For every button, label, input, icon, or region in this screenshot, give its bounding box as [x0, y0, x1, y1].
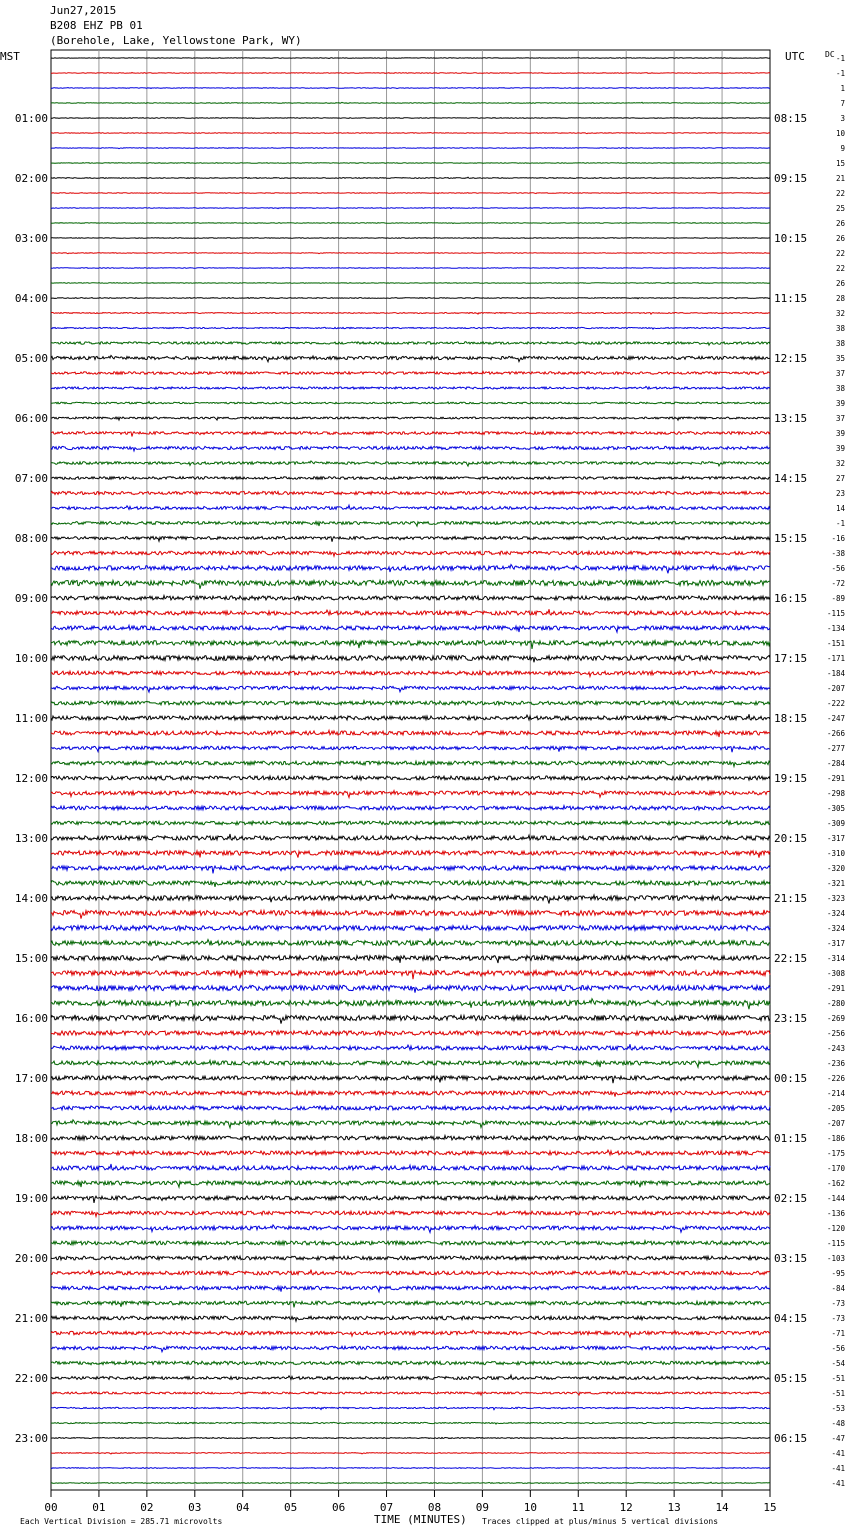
dc-offset-15: 26: [835, 279, 845, 288]
dc-offset-14: 22: [835, 264, 845, 273]
x-tick-label-4: 04: [236, 1501, 250, 1514]
right-time-label-19: 03:15: [774, 1252, 808, 1265]
trace-6: [51, 148, 770, 149]
trace-16: [51, 298, 770, 299]
right-time-label-11: 19:15: [774, 772, 808, 785]
dc-offset-25: 39: [835, 429, 845, 438]
dc-offset-59: -317: [826, 939, 845, 948]
dc-offset-82: -84: [831, 1284, 845, 1293]
dc-offset-18: 38: [835, 324, 845, 333]
trace-53: [51, 851, 770, 858]
left-time-label-2: 03:00: [14, 232, 48, 245]
dc-offset-63: -280: [826, 999, 845, 1008]
dc-offset-93: -41: [831, 1449, 845, 1458]
dc-offset-65: -256: [826, 1029, 845, 1038]
trace-55: [51, 881, 770, 887]
dc-offset-29: 23: [835, 489, 845, 498]
dc-offset-67: -236: [826, 1059, 845, 1068]
x-tick-label-1: 01: [92, 1501, 106, 1514]
trace-4: [51, 118, 770, 119]
dc-offset-87: -54: [831, 1359, 845, 1368]
trace-13: [51, 253, 770, 254]
left-time-label-14: 15:00: [14, 952, 48, 965]
dc-offset-66: -243: [826, 1044, 845, 1053]
dc-offset-52: -317: [826, 834, 845, 843]
left-time-label-22: 23:00: [14, 1432, 48, 1445]
dc-offset-72: -186: [826, 1134, 845, 1143]
trace-17: [51, 313, 770, 315]
right-time-label-5: 13:15: [774, 412, 808, 425]
dc-offset-48: -291: [826, 774, 845, 783]
trace-57: [51, 910, 770, 919]
trace-25: [51, 432, 770, 437]
dc-offset-0: -1: [835, 54, 845, 63]
trace-47: [51, 761, 770, 766]
dc-offset-89: -51: [831, 1389, 845, 1398]
trace-62: [51, 985, 770, 992]
x-tick-label-8: 08: [427, 1501, 442, 1514]
scale-note: Each Vertical Division = 285.71 microvolts: [20, 1517, 223, 1526]
dc-offset-30: 14: [835, 504, 845, 513]
trace-39: [51, 641, 770, 649]
dc-offset-11: 26: [835, 219, 845, 228]
right-time-label-22: 06:15: [774, 1432, 808, 1445]
trace-84: [51, 1316, 770, 1321]
trace-80: [51, 1256, 770, 1260]
trace-94: [51, 1468, 770, 1469]
dc-offset-47: -284: [826, 759, 845, 768]
left-time-label-8: 09:00: [14, 592, 48, 605]
dc-offset-4: 3: [840, 114, 845, 123]
trace-59: [51, 939, 770, 946]
dc-offset-26: 39: [835, 444, 845, 453]
dc-offset-38: -134: [826, 624, 845, 633]
dc-offset-28: 27: [835, 474, 845, 483]
dc-offset-77: -136: [826, 1209, 845, 1218]
x-tick-label-7: 07: [379, 1501, 394, 1514]
trace-20: [51, 355, 770, 361]
trace-70: [51, 1106, 770, 1112]
trace-5: [51, 133, 770, 134]
trace-15: [51, 282, 770, 283]
right-time-label-12: 20:15: [774, 832, 808, 845]
trace-8: [51, 177, 770, 178]
chart-station: B208 EHZ PB 01: [50, 19, 143, 32]
trace-37: [51, 609, 770, 615]
left-time-label-7: 08:00: [14, 532, 48, 545]
dc-offset-57: -324: [826, 909, 845, 918]
trace-36: [51, 596, 770, 601]
dc-offset-70: -205: [826, 1104, 845, 1113]
right-time-label-13: 21:15: [774, 892, 808, 905]
dc-offset-17: 32: [835, 309, 845, 318]
dc-offset-60: -314: [826, 954, 845, 963]
x-tick-label-12: 12: [619, 1501, 633, 1514]
dc-offset-2: 1: [840, 84, 845, 93]
dc-offset-75: -162: [826, 1179, 845, 1188]
trace-75: [51, 1181, 770, 1187]
trace-87: [51, 1361, 770, 1365]
x-tick-label-14: 14: [715, 1501, 729, 1514]
trace-14: [51, 268, 770, 269]
trace-85: [51, 1330, 770, 1337]
trace-74: [51, 1164, 770, 1170]
x-tick-label-3: 03: [188, 1501, 202, 1514]
trace-43: [51, 701, 770, 705]
dc-offset-74: -170: [826, 1164, 845, 1173]
trace-63: [51, 999, 770, 1009]
trace-23: [51, 402, 770, 404]
right-time-label-10: 18:15: [774, 712, 808, 725]
dc-offset-16: 28: [835, 294, 845, 303]
trace-35: [51, 580, 770, 588]
dc-offset-80: -103: [826, 1254, 845, 1263]
dc-offset-32: -16: [831, 534, 845, 543]
trace-69: [51, 1091, 770, 1097]
trace-9: [51, 193, 770, 194]
dc-offset-91: -48: [831, 1419, 845, 1428]
dc-offset-73: -175: [826, 1149, 845, 1158]
dc-offset-90: -53: [831, 1404, 845, 1413]
right-axis-title: UTC: [785, 50, 805, 63]
dc-offset-9: 22: [835, 189, 845, 198]
left-time-label-3: 04:00: [14, 292, 48, 305]
left-time-label-5: 06:00: [14, 412, 48, 425]
trace-45: [51, 730, 770, 737]
dc-offset-33: -38: [831, 549, 845, 558]
dc-offset-23: 39: [835, 399, 845, 408]
trace-7: [51, 163, 770, 164]
left-time-label-19: 20:00: [14, 1252, 48, 1265]
left-time-label-1: 02:00: [14, 172, 48, 185]
trace-52: [51, 834, 770, 840]
right-time-label-6: 14:15: [774, 472, 808, 485]
dc-offset-81: -95: [831, 1269, 845, 1278]
trace-89: [51, 1392, 770, 1395]
dc-offset-76: -144: [826, 1194, 845, 1203]
trace-24: [51, 417, 770, 420]
left-time-label-4: 05:00: [14, 352, 48, 365]
x-tick-label-11: 11: [571, 1501, 585, 1514]
x-tick-label-6: 06: [331, 1501, 346, 1514]
dc-offset-94: -41: [831, 1464, 845, 1473]
right-time-label-18: 02:15: [774, 1192, 808, 1205]
trace-42: [51, 686, 770, 692]
x-tick-label-13: 13: [667, 1501, 681, 1514]
left-time-label-15: 16:00: [14, 1012, 48, 1025]
trace-48: [51, 776, 770, 780]
trace-41: [51, 670, 770, 677]
dc-offset-10: 25: [835, 204, 845, 213]
right-time-label-17: 01:15: [774, 1132, 808, 1145]
dc-offset-3: 7: [840, 99, 845, 108]
trace-82: [51, 1286, 770, 1292]
left-time-label-21: 22:00: [14, 1372, 48, 1385]
dc-offset-31: -1: [835, 519, 845, 528]
trace-19: [51, 342, 770, 345]
dc-offset-54: -320: [826, 864, 845, 873]
trace-90: [51, 1407, 770, 1409]
trace-68: [51, 1076, 770, 1083]
x-axis-ticks: [44, 1490, 776, 1514]
trace-38: [51, 625, 770, 632]
x-tick-label-5: 05: [284, 1501, 298, 1514]
dc-offset-53: -310: [826, 849, 845, 858]
trace-79: [51, 1241, 770, 1245]
trace-32: [51, 537, 770, 542]
trace-29: [51, 491, 770, 494]
trace-91: [51, 1422, 770, 1424]
trace-58: [51, 926, 770, 931]
trace-81: [51, 1270, 770, 1275]
trace-34: [51, 565, 770, 574]
dc-offset-1: -1: [835, 69, 845, 78]
dc-offset-42: -207: [826, 684, 845, 693]
x-tick-label-10: 10: [523, 1501, 537, 1514]
trace-67: [51, 1060, 770, 1067]
right-time-label-9: 17:15: [774, 652, 808, 665]
chart-date: Jun27,2015: [50, 4, 117, 17]
trace-27: [51, 461, 770, 466]
trace-61: [51, 971, 770, 980]
trace-76: [51, 1196, 770, 1203]
dc-offset-43: -222: [826, 699, 845, 708]
left-time-label-10: 11:00: [14, 712, 48, 725]
dc-offset-69: -214: [826, 1089, 845, 1098]
left-time-label-6: 07:00: [14, 472, 48, 485]
trace-60: [51, 956, 770, 963]
dc-title: DC: [825, 50, 835, 59]
dc-offset-7: 15: [835, 159, 845, 168]
right-time-label-1: 09:15: [774, 172, 808, 185]
right-time-label-0: 08:15: [774, 112, 808, 125]
x-tick-label-15: 15: [763, 1501, 777, 1514]
trace-73: [51, 1150, 770, 1155]
dc-offset-39: -151: [826, 639, 845, 648]
trace-40: [51, 656, 770, 663]
left-time-label-16: 17:00: [14, 1072, 48, 1085]
left-time-label-11: 12:00: [14, 772, 48, 785]
right-time-label-3: 11:15: [774, 292, 808, 305]
trace-54: [51, 866, 770, 874]
dc-offset-61: -308: [826, 969, 845, 978]
left-time-label-20: 21:00: [14, 1312, 48, 1325]
dc-offset-84: -73: [831, 1314, 845, 1323]
x-tick-label-2: 02: [140, 1501, 154, 1514]
trace-1: [51, 73, 770, 74]
dc-offset-62: -291: [826, 984, 845, 993]
right-time-label-8: 16:15: [774, 592, 808, 605]
trace-51: [51, 820, 770, 824]
clip-note: Traces clipped at plus/minus 5 vertical divisions: [482, 1517, 719, 1526]
trace-2: [51, 88, 770, 89]
trace-56: [51, 894, 770, 903]
trace-72: [51, 1136, 770, 1141]
dc-offset-5: 10: [835, 129, 845, 138]
trace-66: [51, 1044, 770, 1050]
trace-33: [51, 551, 770, 556]
left-time-label-12: 13:00: [14, 832, 48, 845]
trace-93: [51, 1453, 770, 1455]
trace-64: [51, 1015, 770, 1024]
dc-offset-88: -51: [831, 1374, 845, 1383]
trace-28: [51, 476, 770, 479]
dc-offset-37: -115: [826, 609, 845, 618]
dc-offset-95: -41: [831, 1479, 845, 1488]
dc-offset-79: -115: [826, 1239, 845, 1248]
trace-95: [51, 1482, 770, 1483]
dc-offset-85: -71: [831, 1329, 845, 1338]
trace-31: [51, 522, 770, 527]
right-time-label-2: 10:15: [774, 232, 808, 245]
trace-group: [51, 58, 770, 1484]
dc-offset-36: -89: [831, 594, 845, 603]
right-time-label-14: 22:15: [774, 952, 808, 965]
trace-26: [51, 446, 770, 451]
dc-offset-13: 22: [835, 249, 845, 258]
dc-offset-12: 26: [835, 234, 845, 243]
dc-offset-44: -247: [826, 714, 845, 723]
dc-offset-45: -266: [826, 729, 845, 738]
dc-offset-24: 37: [835, 414, 845, 423]
trace-0: [51, 58, 770, 59]
dc-offset-22: 38: [835, 384, 845, 393]
dc-offset-19: 38: [835, 339, 845, 348]
left-time-label-13: 14:00: [14, 892, 48, 905]
right-time-label-15: 23:15: [774, 1012, 808, 1025]
dc-offset-68: -226: [826, 1074, 845, 1083]
dc-offset-55: -321: [826, 879, 845, 888]
right-time-label-7: 15:15: [774, 532, 808, 545]
trace-3: [51, 102, 770, 103]
trace-49: [51, 790, 770, 798]
dc-offset-21: 37: [835, 369, 845, 378]
chart-location: (Borehole, Lake, Yellowstone Park, WY): [50, 34, 302, 47]
trace-71: [51, 1120, 770, 1128]
right-time-label-4: 12:15: [774, 352, 808, 365]
trace-11: [51, 223, 770, 224]
trace-46: [51, 746, 770, 752]
trace-18: [51, 327, 770, 329]
right-time-label-16: 00:15: [774, 1072, 808, 1085]
dc-offset-92: -47: [831, 1434, 845, 1443]
dc-offset-58: -324: [826, 924, 845, 933]
dc-offset-40: -171: [826, 654, 845, 663]
dc-offset-49: -298: [826, 789, 845, 798]
trace-86: [51, 1346, 770, 1352]
dc-offset-20: 35: [835, 354, 845, 363]
dc-offset-41: -184: [826, 669, 845, 678]
left-time-label-17: 18:00: [14, 1132, 48, 1145]
left-time-label-9: 10:00: [14, 652, 48, 665]
trace-77: [51, 1211, 770, 1216]
trace-83: [51, 1301, 770, 1307]
left-time-label-0: 01:00: [14, 112, 48, 125]
dc-offset-27: 32: [835, 459, 845, 468]
trace-50: [51, 806, 770, 810]
trace-22: [51, 386, 770, 389]
dc-offset-56: -323: [826, 894, 845, 903]
left-time-label-18: 19:00: [14, 1192, 48, 1205]
dc-offset-83: -73: [831, 1299, 845, 1308]
trace-30: [51, 505, 770, 509]
trace-44: [51, 714, 770, 720]
dc-offset-46: -277: [826, 744, 845, 753]
trace-78: [51, 1225, 770, 1233]
dc-offset-71: -207: [826, 1119, 845, 1128]
dc-offset-8: 21: [835, 174, 845, 183]
right-time-label-21: 05:15: [774, 1372, 808, 1385]
dc-offset-86: -56: [831, 1344, 845, 1353]
dc-offset-78: -120: [826, 1224, 845, 1233]
trace-12: [51, 238, 770, 239]
dc-offset-34: -56: [831, 564, 845, 573]
dc-offset-64: -269: [826, 1014, 845, 1023]
x-tick-label-9: 09: [475, 1501, 490, 1514]
left-axis-title: MST: [0, 50, 20, 63]
right-time-label-20: 04:15: [774, 1312, 808, 1325]
x-tick-label-0: 00: [44, 1501, 58, 1514]
x-axis-label: TIME (MINUTES): [374, 1513, 467, 1526]
trace-65: [51, 1030, 770, 1035]
dc-offset-51: -309: [826, 819, 845, 828]
trace-10: [51, 208, 770, 209]
trace-92: [51, 1437, 770, 1439]
trace-88: [51, 1375, 770, 1379]
dc-offset-6: 9: [840, 144, 845, 153]
dc-offset-35: -72: [831, 579, 845, 588]
dc-offset-50: -305: [826, 804, 845, 813]
trace-21: [51, 371, 770, 374]
